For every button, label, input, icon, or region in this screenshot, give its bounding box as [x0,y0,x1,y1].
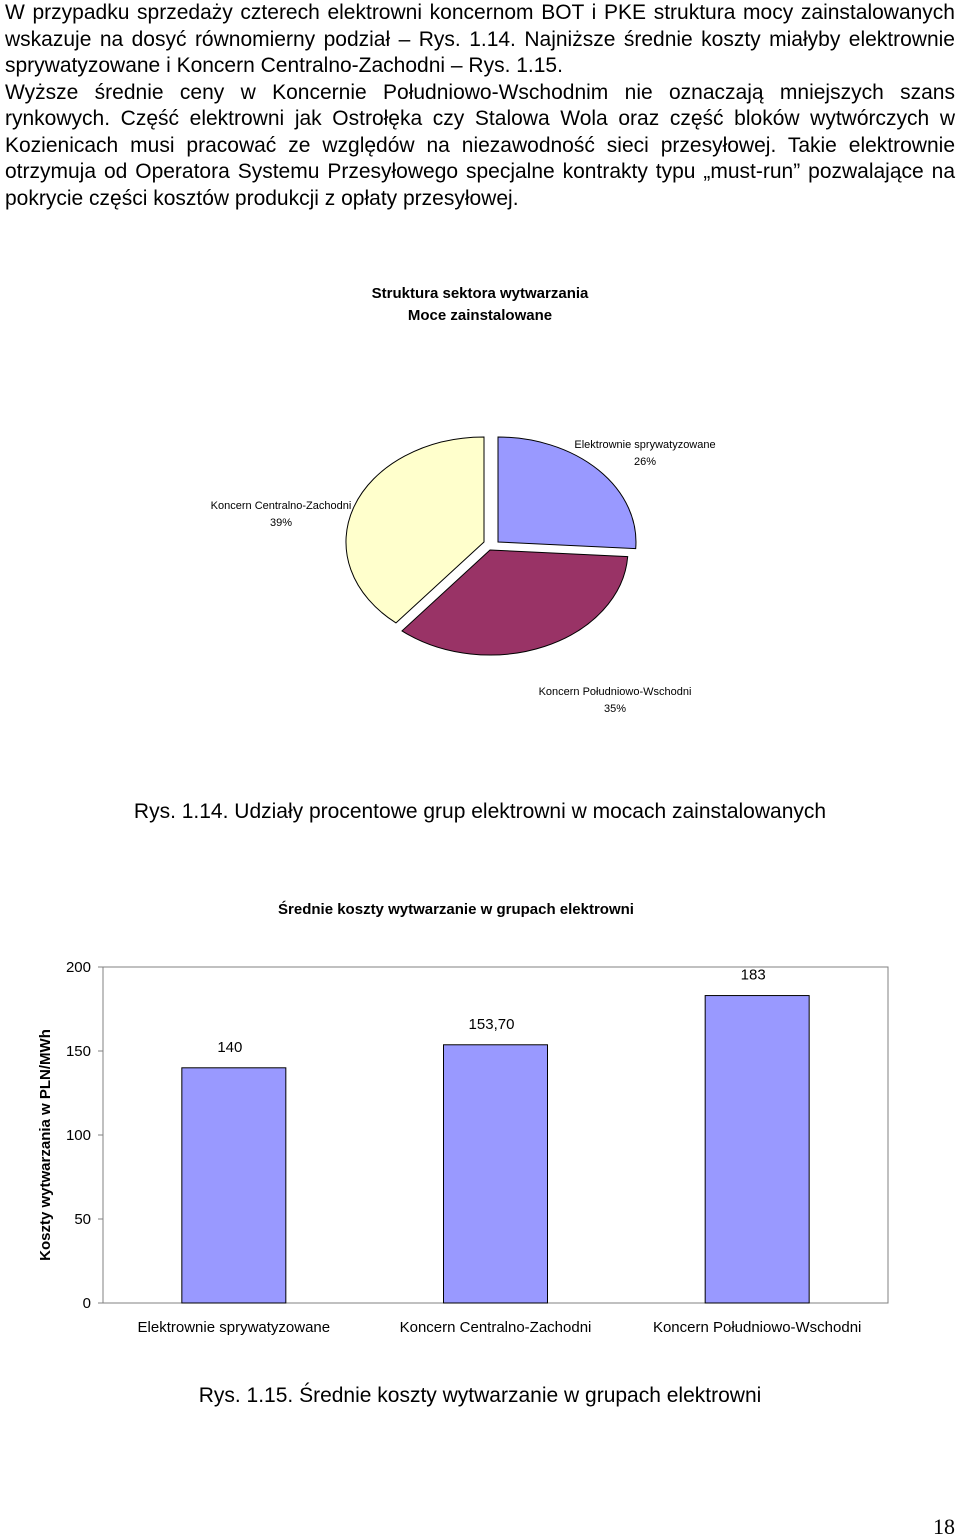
bar-chart [66,959,888,1336]
bar-data-label: 183 [740,966,766,984]
pie-value-centralwest: 39% [269,517,293,529]
x-label-privatized: Elektrownie sprywatyzowane [137,1319,331,1336]
bar-chart-ylabel: Koszty wytwarzania w PLN/MWh [37,1029,54,1261]
y-tick-label: 200 [65,959,91,976]
bar-centralwest [444,1045,548,1303]
page-number: 18 [933,1514,955,1537]
bar-privatized [182,1068,286,1303]
figure2-caption: Rys. 1.15. Średnie koszty wytwarzanie w grupach elektrowni [198,1384,762,1407]
x-label-southeast: Koncern Południowo-Wschodni [652,1319,862,1336]
x-label-centralwest: Koncern Centralno-Zachodni [399,1319,592,1336]
y-tick-label: 0 [82,1295,91,1312]
pie-label-centralwest: Koncern Centralno-Zachodni [210,500,352,512]
y-tick-label: 100 [65,1127,91,1144]
paragraph-2: Wyższe średnie ceny w Koncernie Południowo-Wschodnim nie oznaczają mniejszych szans rynkowych. Część elektrowni jak Ostrołęka czy Stalowa Wola oraz część bloków wytwórczych w Kozienicach musi pracować ze względów na niezawodność sieci przesyłowej. Takie elektrownie otrzymuja od Operatora Systemu Przesyłowego specjalne kontrakty typu „must-run” pozwalające na pokrycie części kosztów produkcji z opłaty przesyłowej. [5,80,955,210]
figure1-caption: Rys. 1.14. Udziały procentowe grup elektrowni w mocach zainstalowanych [133,800,827,823]
pie-value-privatized: 26% [633,456,657,468]
pie-chart-title: Struktura sektora wytwarzania [371,285,589,302]
pie-chart [346,437,636,655]
bar-data-label: 140 [217,1038,243,1056]
y-tick-label: 150 [65,1043,91,1060]
pie-value-southeast: 35% [603,703,627,715]
bar-southeast [705,996,809,1303]
pie-slice-privatized [498,437,636,549]
y-tick-label: 50 [74,1211,91,1228]
pie-label-privatized: Elektrownie sprywatyzowane [574,439,716,451]
pie-label-southeast: Koncern Południowo-Wschodni [538,686,692,698]
pie-chart-subtitle: Moce zainstalowane [407,307,553,324]
paragraph-1: W przypadku sprzedaży czterech elektrowni koncernom BOT i PKE struktura mocy zainstalowanych wskazuje na dosyć równomierny podział – Rys. 1.14. Najniższe średnie koszty miałyby elektrownie sprywatyzowane i Koncern Centralno-Zachodni – Rys. 1.15. [5,1,955,77]
bar-data-label: 153,70 [468,1015,515,1033]
bar-chart-title: Średnie koszty wytwarzanie w grupach elektrowni [278,901,634,918]
